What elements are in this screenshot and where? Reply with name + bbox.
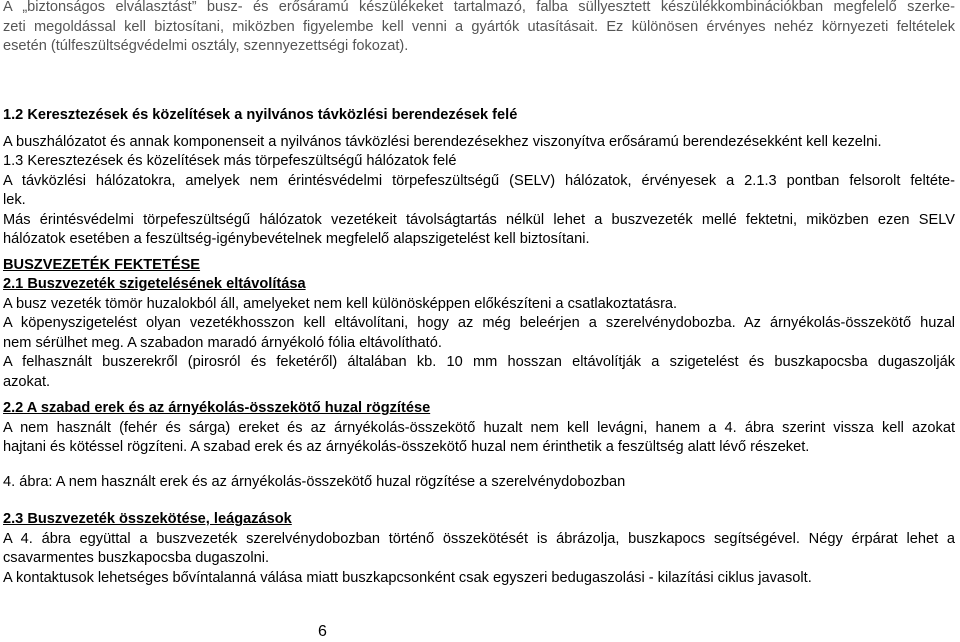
section-2-1-paragraph-3-line-2: azokat.	[3, 373, 51, 390]
section-1-2-heading: 1.2 Keresztezések és közelítések a nyilvános távközlési berendezések felé	[3, 107, 518, 123]
section-2-3-heading: 2.3 Buszvezeték összekötése, leágazások	[3, 511, 292, 527]
section-1-3-line-2: lek.	[3, 192, 26, 208]
section-1-3-line-4: hálózatok esetében a feszültség-igénybevételnek megfelelő alapszigetelést kell biztosítani.	[3, 231, 590, 247]
section-2-3	[3, 510, 955, 588]
section-1-2-body: A buszhálózatot és annak komponenseit a nyilvános távközlési berendezésekhez viszonyítva erősáramú berendezésekként kell kezelni.	[3, 134, 882, 150]
intro-paragraph	[3, 0, 955, 57]
section-2-3-line-2: csavarmentes buszkapocsba dugaszolni.	[3, 550, 270, 566]
section-1-3-line-3: Más érintésvédelmi törpefeszültségű hálózatok vezetékeit távolságtartás nélkül lehet a buszvezeték mellé fektetni, miközben ezen SELV	[3, 211, 955, 228]
section-1-3-heading: 1.3 Keresztezések és közelítések más törpefeszültségű hálózatok felé	[3, 153, 457, 169]
section-2-1-paragraph-2-line-2: nem sérülhet meg. A szabadon maradó árnyékoló fólia eltávolítható.	[3, 334, 442, 351]
section-2-1-paragraph-3-line-1: A felhasznált buszerekről (pirosról és feketéről) általában kb. 10 mm hosszan eltávolítják a szigetelést és buszkapocsba dugaszolják	[3, 354, 955, 370]
section-2-3-line-1: A 4. ábra együttal a buszvezeték szerelvénydobozban történő összekötését is ábrázolja, buszkapocs segítségével. Négy érpárat lehet a	[3, 530, 955, 547]
section-2-3-line-3: A kontaktusok lehetséges bővíntalanná válása miatt buszkapcsonként csak egyszeri bedugaszolási - kilazítási ciklus javasolt.	[3, 569, 812, 586]
intro-line-2: zeti megoldással kell biztosítani, miközben figyelembe kell venni a gyártók utasításait. Ez különösen érvényes nehéz környezeti feltételek	[3, 18, 955, 35]
intro-line-1: A „biztonságos elválasztást” busz- és erősáramú készülékeket tartalmazó, falba süllyesztett készülékkombinációkban megfelelő szerke-	[3, 0, 955, 15]
intro-line-3: esetén (túlfeszültségvédelmi osztály, szennyezettségi fokozat).	[3, 38, 409, 54]
section-2-2-heading: 2.2 A szabad erek és az árnyékolás-összekötő huzal rögzítése	[3, 400, 431, 416]
page-number: 6	[318, 623, 327, 640]
section-2-2	[3, 399, 955, 458]
section-2-2-line-2: hajtani és kötéssel rögzíteni. A szabad erek és az árnyékolás-összekötő huzal nem érinthetik a feszültség alatt lévő részeket.	[3, 439, 810, 455]
figure-caption: 4. ábra: A nem használt erek és az árnyékolás-összekötő huzal rögzítése a szerelvénydobozban	[3, 474, 626, 490]
section-2-2-line-1: A nem használt (fehér és sárga) ereket és az árnyékolás-összekötő huzalt nem kell levágni, hanem a 4. ábra szerint vissza kell azokat	[3, 419, 955, 436]
section-2-1-heading: 2.1 Buszvezeték szigetelésének eltávolítása	[3, 276, 306, 292]
section-2-1-paragraph-1: A busz vezeték tömör huzalokból áll, amelyeket nem kell különösképpen előkészíteni a csatlakoztatásra.	[3, 295, 678, 312]
section-1-3-line-1: A távközlési hálózatokra, amelyek nem érintésvédelmi törpefeszültségű (SELV) hálózatok, érvényesek a 2.1.3 pontban felsorolt feltéte-	[3, 172, 955, 189]
section-2-1-paragraph-2-line-1: A köpenyszigetelést olyan vezetékhosszon kell eltávolítani, hogy az még beleérjen a szerelvénydobozba. Az árnyékolás-összekötő huzal	[3, 315, 955, 331]
section-2-1	[3, 275, 955, 392]
section-1-3	[3, 152, 955, 250]
chapter-title: BUSZVEZETÉK FEKTETÉSE	[3, 257, 201, 273]
